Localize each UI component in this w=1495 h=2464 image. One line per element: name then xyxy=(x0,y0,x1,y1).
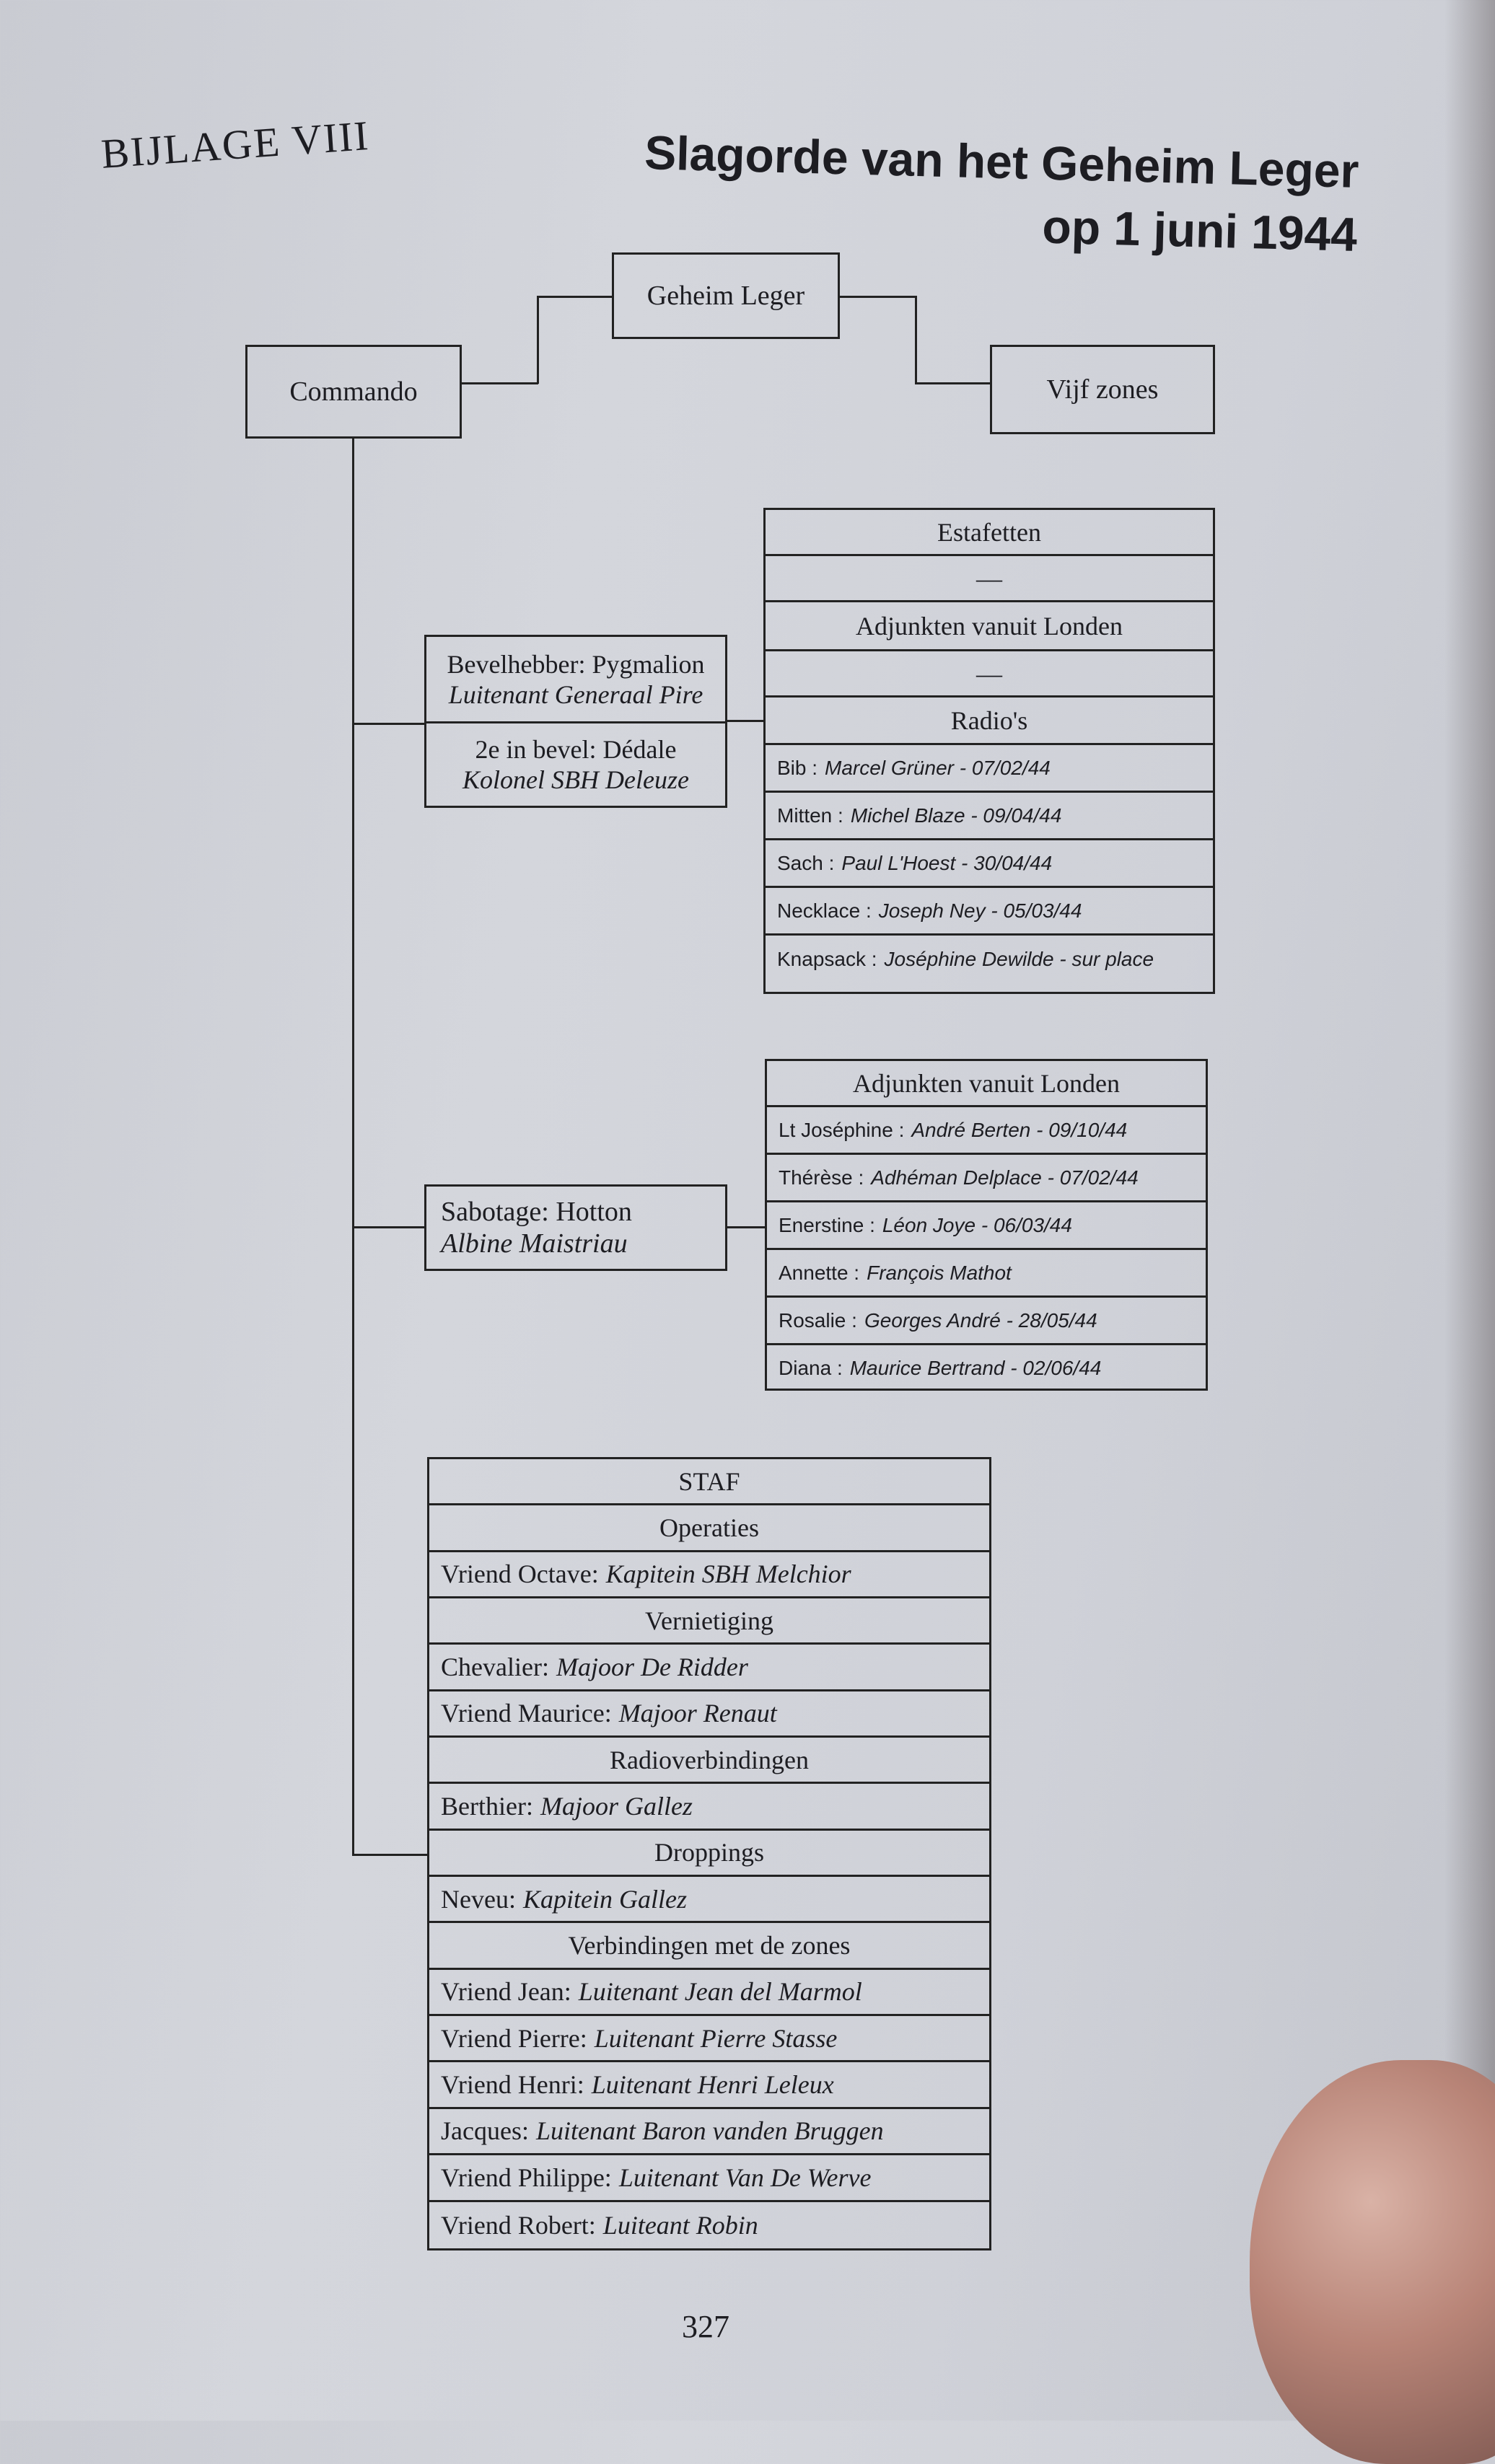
row-value: Kapitein Gallez xyxy=(522,1884,687,1914)
connector xyxy=(462,382,538,384)
node-vijf-zones: Vijf zones xyxy=(990,345,1215,434)
sabotage-name: Sabotage: Hotton xyxy=(441,1197,632,1227)
staf-table xyxy=(427,1457,991,2250)
row-text: Adjunkten vanuit Londen xyxy=(856,611,1123,641)
row-label: Sach : xyxy=(777,851,835,874)
row-value: Luitenant Henri Leleux xyxy=(591,2070,834,2100)
row-label: Vriend Jean: xyxy=(441,1977,571,2007)
connector xyxy=(537,296,539,384)
row-label: Jacques: xyxy=(441,2116,529,2146)
table-row xyxy=(766,793,1213,840)
row-label: Diana : xyxy=(779,1357,843,1379)
row-text: Radio's xyxy=(950,705,1028,735)
row-text: — xyxy=(976,563,1002,593)
node-geheim-leger: Geheim Leger xyxy=(612,252,840,339)
second-in-command-cell xyxy=(426,723,725,806)
row-label: Knapsack : xyxy=(777,948,877,970)
table-row xyxy=(429,1970,989,2016)
table-row xyxy=(429,2016,989,2062)
table-row xyxy=(766,556,1213,602)
bevelhebber-cell xyxy=(426,637,725,723)
node-commando: Commando xyxy=(245,345,462,439)
row-label: Vriend Robert: xyxy=(441,2210,596,2240)
section-heading: STAF xyxy=(678,1466,740,1496)
row-label: Necklace : xyxy=(777,899,872,922)
table-row xyxy=(429,1598,989,1645)
estafetten-table xyxy=(763,508,1215,994)
second-in-command-rank: Kolonel SBH Deleuze xyxy=(462,765,689,794)
bevelhebber-name: Bevelhebber: Pygmalion xyxy=(447,649,705,679)
row-value: Georges André - 28/05/44 xyxy=(864,1308,1097,1332)
row-label: Annette : xyxy=(779,1261,860,1284)
table-row xyxy=(767,1298,1206,1345)
connector xyxy=(840,296,916,298)
row-label: Rosalie : xyxy=(779,1308,857,1332)
row-label: Lt Joséphine : xyxy=(779,1118,905,1141)
table-row xyxy=(766,651,1213,698)
row-text: Adjunkten vanuit Londen xyxy=(853,1068,1120,1098)
row-label: Mitten : xyxy=(777,804,843,827)
connector xyxy=(915,382,990,384)
table-row xyxy=(766,510,1213,556)
bevelhebber-rank: Luitenant Generaal Pire xyxy=(448,679,703,709)
row-text: — xyxy=(976,659,1002,688)
second-in-command-name: 2e in bevel: Dédale xyxy=(475,735,677,764)
row-value: François Mathot xyxy=(867,1261,1012,1284)
row-label: Vriend Pierre: xyxy=(441,2023,587,2053)
row-value: Luiteant Robin xyxy=(602,2210,758,2240)
row-value: Luitenant Baron vanden Bruggen xyxy=(535,2116,884,2146)
table-row xyxy=(766,745,1213,793)
row-value: Joséphine Dewilde - sur place xyxy=(884,948,1154,970)
table-row xyxy=(429,2155,989,2201)
row-value: Joseph Ney - 05/03/44 xyxy=(878,899,1082,922)
row-value: Majoor Renaut xyxy=(618,1699,777,1728)
table-row xyxy=(429,2062,989,2108)
row-value: Majoor De Ridder xyxy=(556,1653,748,1682)
row-value: Léon Joye - 06/03/44 xyxy=(882,1213,1072,1236)
row-label: Berthier: xyxy=(441,1792,533,1821)
table-row xyxy=(429,1552,989,1598)
connector xyxy=(537,296,612,298)
table-row xyxy=(429,2202,989,2248)
row-value: Marcel Grüner - 07/02/44 xyxy=(825,756,1051,779)
page-edge-shadow xyxy=(1444,0,1495,2421)
trunk-line xyxy=(352,439,354,1856)
table-row xyxy=(766,602,1213,651)
connector xyxy=(727,1226,765,1228)
row-value: Adhéman Delplace - 07/02/44 xyxy=(871,1166,1139,1189)
row-value: Maurice Bertrand - 02/06/44 xyxy=(849,1357,1102,1379)
connector xyxy=(352,1854,427,1856)
table-row xyxy=(429,2109,989,2155)
row-label: Enerstine : xyxy=(779,1213,875,1236)
row-value: Michel Blaze - 09/04/44 xyxy=(850,804,1062,827)
connector xyxy=(352,1226,424,1228)
row-label: Neveu: xyxy=(441,1884,516,1914)
row-value: Luitenant Van De Werve xyxy=(618,2162,872,2192)
table-row xyxy=(767,1155,1206,1202)
section-heading: Droppings xyxy=(654,1838,764,1867)
page-title xyxy=(642,120,1360,266)
table-row xyxy=(767,1345,1206,1391)
row-value: Luitenant Pierre Stasse xyxy=(594,2023,838,2053)
row-label: Thérèse : xyxy=(779,1166,864,1189)
table-row xyxy=(766,888,1213,936)
table-row xyxy=(429,1877,989,1923)
table-row xyxy=(766,936,1213,983)
section-heading: Verbindingen met de zones xyxy=(568,1931,851,1961)
table-row xyxy=(767,1107,1206,1155)
row-value: Majoor Gallez xyxy=(540,1792,693,1821)
sabotage-leader: Albine Maistriau xyxy=(441,1228,628,1259)
row-label: Vriend Octave: xyxy=(441,1559,599,1589)
table-row xyxy=(767,1202,1206,1250)
row-label: Vriend Philippe: xyxy=(441,2162,612,2192)
table-row xyxy=(429,1505,989,1552)
table-row xyxy=(766,698,1213,745)
table-row xyxy=(429,1923,989,1969)
section-heading: Vernietiging xyxy=(645,1606,773,1635)
row-value: Paul L'Hoest - 30/04/44 xyxy=(841,851,1053,874)
table-row xyxy=(429,1831,989,1877)
row-label: Vriend Henri: xyxy=(441,2070,584,2100)
row-value: André Berten - 09/10/44 xyxy=(911,1118,1128,1141)
table-row xyxy=(429,1459,989,1505)
row-text: Estafetten xyxy=(937,517,1041,547)
section-heading: Operaties xyxy=(659,1513,759,1543)
table-row xyxy=(767,1250,1206,1298)
connector xyxy=(352,723,424,725)
table-row xyxy=(429,1645,989,1691)
connector xyxy=(727,720,763,722)
row-value: Luitenant Jean del Marmol xyxy=(578,1977,862,2007)
title-line-1: Slagorde van het Geheim Leger xyxy=(644,126,1359,198)
row-label: Bib : xyxy=(777,756,818,779)
table-row xyxy=(429,1784,989,1830)
bevelhebber-box xyxy=(424,635,727,808)
title-line-2: op 1 juni 1944 xyxy=(1041,199,1358,261)
row-label: Chevalier: xyxy=(441,1653,549,1682)
section-heading: Radioverbindingen xyxy=(610,1745,809,1774)
sabotage-box xyxy=(424,1184,727,1271)
row-value: Kapitein SBH Melchior xyxy=(605,1559,851,1589)
table-row xyxy=(767,1061,1206,1107)
thumb xyxy=(1250,2060,1495,2464)
adjunkten-table xyxy=(765,1059,1208,1391)
connector xyxy=(915,296,917,384)
table-row xyxy=(429,1691,989,1738)
table-row xyxy=(429,1738,989,1784)
table-row xyxy=(766,840,1213,888)
appendix-label: BIJLAGE VIII xyxy=(100,112,372,177)
row-label: Vriend Maurice: xyxy=(441,1699,612,1728)
page-number: 327 xyxy=(682,2309,729,2344)
